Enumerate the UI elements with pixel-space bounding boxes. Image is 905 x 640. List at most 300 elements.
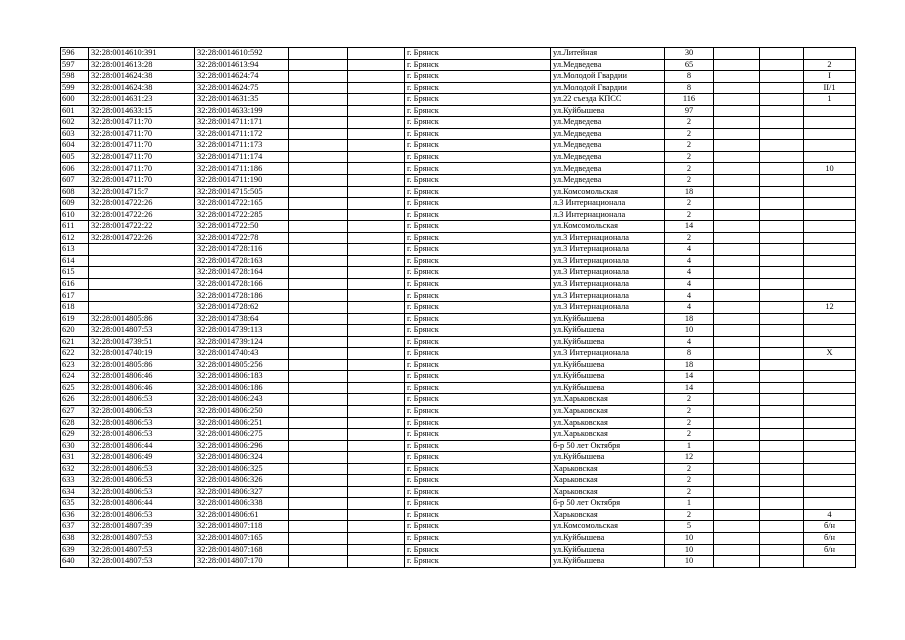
locality-cell: г. Брянск	[405, 151, 551, 163]
building-cadastral-number-cell: 32:28:0014722:78	[195, 232, 289, 244]
empty-cell	[289, 244, 348, 256]
empty-cell	[348, 498, 405, 510]
table-row	[61, 556, 856, 568]
house-number-cell: 10	[665, 556, 714, 568]
row-number-cell: 622	[61, 348, 89, 360]
empty-cell	[289, 394, 348, 406]
table-row	[61, 198, 856, 210]
locality-cell: г. Брянск	[405, 371, 551, 383]
row-number-cell: 634	[61, 486, 89, 498]
table-row	[61, 544, 856, 556]
empty-cell	[714, 221, 760, 233]
empty-cell	[760, 429, 804, 441]
building-cadastral-number-cell: 32:28:0014728:163	[195, 255, 289, 267]
empty-cell	[289, 405, 348, 417]
empty-cell	[760, 405, 804, 417]
building-cadastral-number-cell: 32:28:0014806:327	[195, 486, 289, 498]
apartment-cell: 10	[804, 163, 856, 175]
street-cell: ул.Комсомольская	[551, 186, 665, 198]
house-number-cell: 2	[665, 232, 714, 244]
apartment-cell	[804, 48, 856, 60]
empty-cell	[714, 117, 760, 129]
empty-cell	[714, 325, 760, 337]
table-body	[61, 48, 856, 568]
locality-cell: г. Брянск	[405, 405, 551, 417]
table-row	[61, 382, 856, 394]
empty-cell	[348, 175, 405, 187]
parcel-cadastral-number-cell: 32:28:0014739:51	[89, 336, 195, 348]
empty-cell	[289, 452, 348, 464]
empty-cell	[289, 348, 348, 360]
house-number-cell: 2	[665, 128, 714, 140]
row-number-cell: 611	[61, 221, 89, 233]
empty-cell	[760, 94, 804, 106]
empty-cell	[289, 302, 348, 314]
empty-cell	[289, 463, 348, 475]
empty-cell	[760, 486, 804, 498]
row-number-cell: 624	[61, 371, 89, 383]
empty-cell	[348, 348, 405, 360]
row-number-cell: 618	[61, 302, 89, 314]
empty-cell	[289, 325, 348, 337]
row-number-cell: 620	[61, 325, 89, 337]
table-row	[61, 463, 856, 475]
locality-cell: г. Брянск	[405, 417, 551, 429]
parcel-cadastral-number-cell: 32:28:0014624:38	[89, 82, 195, 94]
empty-cell	[348, 302, 405, 314]
apartment-cell	[804, 232, 856, 244]
empty-cell	[348, 371, 405, 383]
locality-cell: г. Брянск	[405, 221, 551, 233]
apartment-cell	[804, 221, 856, 233]
building-cadastral-number-cell: 32:28:0014711:186	[195, 163, 289, 175]
empty-cell	[348, 71, 405, 83]
empty-cell	[348, 440, 405, 452]
parcel-cadastral-number-cell	[89, 255, 195, 267]
locality-cell: г. Брянск	[405, 498, 551, 510]
table-row	[61, 221, 856, 233]
empty-cell	[289, 140, 348, 152]
locality-cell: г. Брянск	[405, 278, 551, 290]
street-cell: ул.Куйбышева	[551, 556, 665, 568]
apartment-cell	[804, 394, 856, 406]
empty-cell	[714, 371, 760, 383]
street-cell: ул.3 Интернационала	[551, 255, 665, 267]
empty-cell	[714, 336, 760, 348]
empty-cell	[348, 82, 405, 94]
building-cadastral-number-cell: 32:28:0014806:324	[195, 452, 289, 464]
table-row	[61, 486, 856, 498]
row-number-cell: 615	[61, 267, 89, 279]
table-row	[61, 94, 856, 106]
empty-cell	[760, 198, 804, 210]
apartment-cell: II/1	[804, 82, 856, 94]
locality-cell: г. Брянск	[405, 244, 551, 256]
table-row	[61, 163, 856, 175]
street-cell: ул.Литейная	[551, 48, 665, 60]
building-cadastral-number-cell: 32:28:0014728:164	[195, 267, 289, 279]
empty-cell	[760, 244, 804, 256]
locality-cell: г. Брянск	[405, 186, 551, 198]
apartment-cell	[804, 325, 856, 337]
house-number-cell: 65	[665, 59, 714, 71]
empty-cell	[289, 59, 348, 71]
building-cadastral-number-cell: 32:28:0014722:165	[195, 198, 289, 210]
empty-cell	[348, 417, 405, 429]
building-cadastral-number-cell: 32:28:0014739:124	[195, 336, 289, 348]
apartment-cell: б/н	[804, 532, 856, 544]
building-cadastral-number-cell: 32:28:0014806:61	[195, 509, 289, 521]
empty-cell	[714, 94, 760, 106]
house-number-cell: 4	[665, 278, 714, 290]
parcel-cadastral-number-cell: 32:28:0014806:53	[89, 417, 195, 429]
empty-cell	[760, 163, 804, 175]
row-number-cell: 639	[61, 544, 89, 556]
empty-cell	[348, 59, 405, 71]
street-cell: Харьковская	[551, 475, 665, 487]
empty-cell	[714, 278, 760, 290]
parcel-cadastral-number-cell: 32:28:0014805:86	[89, 313, 195, 325]
building-cadastral-number-cell: 32:28:0014728:62	[195, 302, 289, 314]
street-cell: ул.Куйбышева	[551, 382, 665, 394]
empty-cell	[289, 313, 348, 325]
locality-cell: г. Брянск	[405, 336, 551, 348]
row-number-cell: 627	[61, 405, 89, 417]
empty-cell	[289, 175, 348, 187]
parcel-cadastral-number-cell: 32:28:0014715:7	[89, 186, 195, 198]
street-cell: ул.3 Интернационала	[551, 348, 665, 360]
empty-cell	[760, 452, 804, 464]
apartment-cell: 2	[804, 59, 856, 71]
apartment-cell	[804, 452, 856, 464]
parcel-cadastral-number-cell: 32:28:0014711:70	[89, 163, 195, 175]
empty-cell	[348, 429, 405, 441]
empty-cell	[714, 348, 760, 360]
building-cadastral-number-cell: 32:28:0014715:505	[195, 186, 289, 198]
parcel-cadastral-number-cell: 32:28:0014806:53	[89, 429, 195, 441]
empty-cell	[714, 313, 760, 325]
apartment-cell	[804, 198, 856, 210]
locality-cell: г. Брянск	[405, 544, 551, 556]
locality-cell: г. Брянск	[405, 429, 551, 441]
parcel-cadastral-number-cell: 32:28:0014806:53	[89, 394, 195, 406]
empty-cell	[714, 486, 760, 498]
empty-cell	[760, 371, 804, 383]
empty-cell	[714, 429, 760, 441]
house-number-cell: 4	[665, 290, 714, 302]
apartment-cell	[804, 498, 856, 510]
locality-cell: г. Брянск	[405, 463, 551, 475]
building-cadastral-number-cell: 32:28:0014722:50	[195, 221, 289, 233]
apartment-cell	[804, 336, 856, 348]
row-number-cell: 608	[61, 186, 89, 198]
empty-cell	[348, 244, 405, 256]
row-number-cell: 596	[61, 48, 89, 60]
parcel-cadastral-number-cell	[89, 302, 195, 314]
parcel-cadastral-number-cell: 32:28:0014722:26	[89, 209, 195, 221]
empty-cell	[714, 59, 760, 71]
empty-cell	[760, 336, 804, 348]
apartment-cell	[804, 405, 856, 417]
building-cadastral-number-cell: 32:28:0014805:256	[195, 359, 289, 371]
empty-cell	[289, 440, 348, 452]
locality-cell: г. Брянск	[405, 452, 551, 464]
empty-cell	[289, 117, 348, 129]
empty-cell	[760, 59, 804, 71]
parcel-cadastral-number-cell: 32:28:0014806:53	[89, 463, 195, 475]
empty-cell	[289, 151, 348, 163]
parcel-cadastral-number-cell: 32:28:0014806:53	[89, 475, 195, 487]
empty-cell	[714, 405, 760, 417]
street-cell: ул.3 Интернационала	[551, 290, 665, 302]
empty-cell	[289, 163, 348, 175]
house-number-cell: 4	[665, 302, 714, 314]
apartment-cell	[804, 209, 856, 221]
empty-cell	[714, 302, 760, 314]
empty-cell	[714, 255, 760, 267]
house-number-cell: 2	[665, 475, 714, 487]
row-number-cell: 601	[61, 105, 89, 117]
row-number-cell: 621	[61, 336, 89, 348]
parcel-cadastral-number-cell: 32:28:0014633:15	[89, 105, 195, 117]
parcel-cadastral-number-cell: 32:28:0014711:70	[89, 117, 195, 129]
empty-cell	[289, 94, 348, 106]
row-number-cell: 623	[61, 359, 89, 371]
parcel-cadastral-number-cell: 32:28:0014711:70	[89, 140, 195, 152]
house-number-cell: 2	[665, 175, 714, 187]
empty-cell	[760, 348, 804, 360]
empty-cell	[348, 509, 405, 521]
house-number-cell: 1	[665, 498, 714, 510]
apartment-cell: б/н	[804, 544, 856, 556]
row-number-cell: 640	[61, 556, 89, 568]
empty-cell	[760, 325, 804, 337]
parcel-cadastral-number-cell	[89, 278, 195, 290]
house-number-cell: 2	[665, 198, 714, 210]
empty-cell	[714, 198, 760, 210]
parcel-cadastral-number-cell: 32:28:0014740:19	[89, 348, 195, 360]
table-row	[61, 532, 856, 544]
empty-cell	[289, 532, 348, 544]
building-cadastral-number-cell: 32:28:0014807:118	[195, 521, 289, 533]
parcel-cadastral-number-cell: 32:28:0014806:44	[89, 440, 195, 452]
empty-cell	[714, 140, 760, 152]
locality-cell: г. Брянск	[405, 359, 551, 371]
empty-cell	[714, 105, 760, 117]
table-row	[61, 209, 856, 221]
parcel-cadastral-number-cell: 32:28:0014722:22	[89, 221, 195, 233]
empty-cell	[289, 509, 348, 521]
empty-cell	[760, 290, 804, 302]
table-row	[61, 151, 856, 163]
empty-cell	[348, 117, 405, 129]
parcel-cadastral-number-cell: 32:28:0014807:53	[89, 532, 195, 544]
building-cadastral-number-cell: 32:28:0014806:251	[195, 417, 289, 429]
apartment-cell	[804, 417, 856, 429]
street-cell: ул.Куйбышева	[551, 359, 665, 371]
empty-cell	[348, 521, 405, 533]
row-number-cell: 616	[61, 278, 89, 290]
locality-cell: г. Брянск	[405, 394, 551, 406]
empty-cell	[289, 498, 348, 510]
house-number-cell: 14	[665, 221, 714, 233]
empty-cell	[760, 105, 804, 117]
house-number-cell: 18	[665, 359, 714, 371]
parcel-cadastral-number-cell	[89, 244, 195, 256]
empty-cell	[348, 475, 405, 487]
street-cell: ул.Харьковская	[551, 429, 665, 441]
empty-cell	[289, 417, 348, 429]
empty-cell	[714, 128, 760, 140]
empty-cell	[760, 267, 804, 279]
house-number-cell: 10	[665, 532, 714, 544]
table-row	[61, 325, 856, 337]
building-cadastral-number-cell: 32:28:0014806:186	[195, 382, 289, 394]
locality-cell: г. Брянск	[405, 140, 551, 152]
row-number-cell: 631	[61, 452, 89, 464]
parcel-cadastral-number-cell: 32:28:0014610:391	[89, 48, 195, 60]
apartment-cell	[804, 267, 856, 279]
street-cell: ул.22 съезда КПСС	[551, 94, 665, 106]
table-row	[61, 313, 856, 325]
empty-cell	[289, 198, 348, 210]
table-row	[61, 336, 856, 348]
empty-cell	[760, 556, 804, 568]
street-cell: ул.Харьковская	[551, 405, 665, 417]
building-cadastral-number-cell: 32:28:0014807:165	[195, 532, 289, 544]
street-cell: ул.Харьковская	[551, 394, 665, 406]
building-cadastral-number-cell: 32:28:0014613:94	[195, 59, 289, 71]
apartment-cell	[804, 313, 856, 325]
empty-cell	[714, 175, 760, 187]
street-cell: л.3 Интернационала	[551, 198, 665, 210]
table-row	[61, 509, 856, 521]
table-row	[61, 255, 856, 267]
empty-cell	[760, 302, 804, 314]
parcel-cadastral-number-cell	[89, 290, 195, 302]
locality-cell: г. Брянск	[405, 128, 551, 140]
house-number-cell: 1	[665, 440, 714, 452]
empty-cell	[760, 521, 804, 533]
empty-cell	[760, 186, 804, 198]
apartment-cell	[804, 186, 856, 198]
building-cadastral-number-cell: 32:28:0014806:183	[195, 371, 289, 383]
row-number-cell: 637	[61, 521, 89, 533]
house-number-cell: 4	[665, 244, 714, 256]
street-cell: ул.Медведева	[551, 175, 665, 187]
locality-cell: г. Брянск	[405, 509, 551, 521]
empty-cell	[348, 544, 405, 556]
locality-cell: г. Брянск	[405, 556, 551, 568]
locality-cell: г. Брянск	[405, 198, 551, 210]
empty-cell	[714, 163, 760, 175]
empty-cell	[760, 313, 804, 325]
house-number-cell: 18	[665, 186, 714, 198]
building-cadastral-number-cell: 32:28:0014711:174	[195, 151, 289, 163]
row-number-cell: 605	[61, 151, 89, 163]
house-number-cell: 2	[665, 429, 714, 441]
row-number-cell: 635	[61, 498, 89, 510]
empty-cell	[760, 544, 804, 556]
table-row	[61, 290, 856, 302]
parcel-cadastral-number-cell: 32:28:0014806:44	[89, 498, 195, 510]
table-row	[61, 48, 856, 60]
empty-cell	[289, 336, 348, 348]
locality-cell: г. Брянск	[405, 175, 551, 187]
house-number-cell: 2	[665, 163, 714, 175]
empty-cell	[289, 105, 348, 117]
street-cell: ул.3 Интернационала	[551, 244, 665, 256]
empty-cell	[714, 556, 760, 568]
parcel-cadastral-number-cell: 32:28:0014806:46	[89, 371, 195, 383]
apartment-cell: 1	[804, 94, 856, 106]
parcel-cadastral-number-cell: 32:28:0014711:70	[89, 128, 195, 140]
row-number-cell: 598	[61, 71, 89, 83]
locality-cell: г. Брянск	[405, 313, 551, 325]
empty-cell	[289, 475, 348, 487]
empty-cell	[289, 521, 348, 533]
locality-cell: г. Брянск	[405, 71, 551, 83]
locality-cell: г. Брянск	[405, 105, 551, 117]
building-cadastral-number-cell: 32:28:0014806:296	[195, 440, 289, 452]
table-row	[61, 521, 856, 533]
house-number-cell: 2	[665, 417, 714, 429]
empty-cell	[760, 394, 804, 406]
empty-cell	[348, 163, 405, 175]
house-number-cell: 10	[665, 325, 714, 337]
parcel-cadastral-number-cell: 32:28:0014807:53	[89, 325, 195, 337]
table-row	[61, 128, 856, 140]
empty-cell	[348, 48, 405, 60]
row-number-cell: 628	[61, 417, 89, 429]
empty-cell	[714, 509, 760, 521]
row-number-cell: 626	[61, 394, 89, 406]
empty-cell	[289, 71, 348, 83]
empty-cell	[289, 232, 348, 244]
street-cell: ул.3 Интернационала	[551, 267, 665, 279]
locality-cell: г. Брянск	[405, 267, 551, 279]
building-cadastral-number-cell: 32:28:0014728:116	[195, 244, 289, 256]
empty-cell	[348, 556, 405, 568]
table-row	[61, 117, 856, 129]
table-row	[61, 498, 856, 510]
building-cadastral-number-cell: 32:28:0014711:173	[195, 140, 289, 152]
house-number-cell: 116	[665, 94, 714, 106]
locality-cell: г. Брянск	[405, 325, 551, 337]
house-number-cell: 97	[665, 105, 714, 117]
apartment-cell	[804, 255, 856, 267]
empty-cell	[348, 452, 405, 464]
street-cell: ул.Медведева	[551, 59, 665, 71]
empty-cell	[714, 394, 760, 406]
building-cadastral-number-cell: 32:28:0014739:113	[195, 325, 289, 337]
street-cell: ул.Куйбышева	[551, 325, 665, 337]
parcel-cadastral-number-cell: 32:28:0014805:86	[89, 359, 195, 371]
parcel-cadastral-number-cell: 32:28:0014624:38	[89, 71, 195, 83]
empty-cell	[289, 209, 348, 221]
empty-cell	[760, 532, 804, 544]
apartment-cell	[804, 151, 856, 163]
row-number-cell: 610	[61, 209, 89, 221]
house-number-cell: 2	[665, 394, 714, 406]
empty-cell	[714, 186, 760, 198]
empty-cell	[348, 267, 405, 279]
street-cell: б-р 50 лет Октября	[551, 440, 665, 452]
table-row	[61, 278, 856, 290]
empty-cell	[760, 82, 804, 94]
empty-cell	[760, 140, 804, 152]
parcel-cadastral-number-cell: 32:28:0014631:23	[89, 94, 195, 106]
